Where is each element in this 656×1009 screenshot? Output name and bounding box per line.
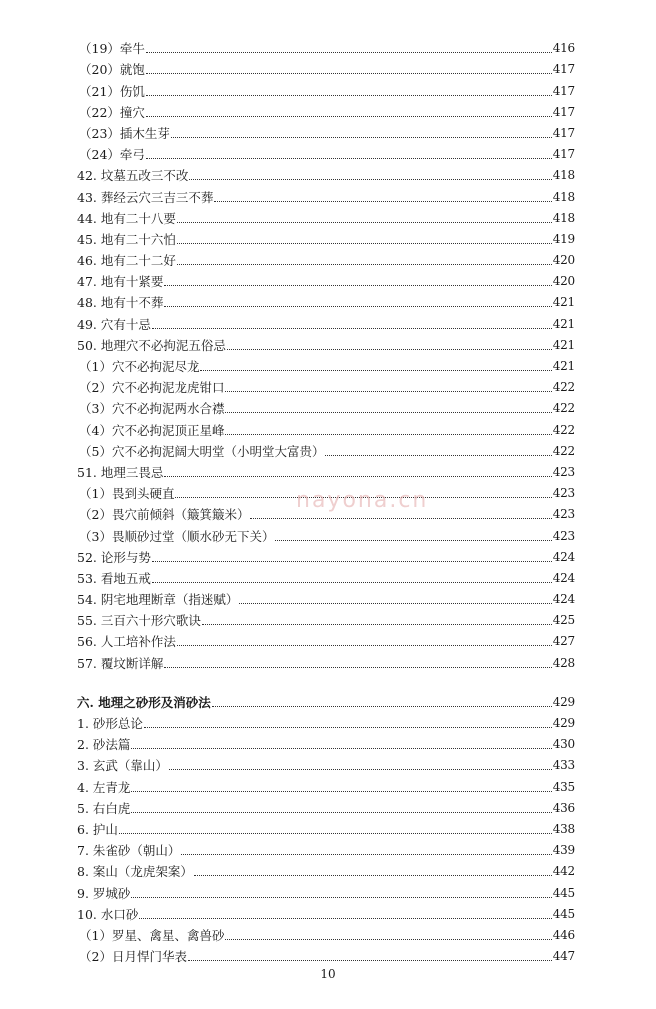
toc-entry-title: 7. 朱雀砂（朝山）	[77, 843, 181, 859]
dot-leader	[188, 960, 552, 961]
toc-entry-page: 417	[552, 62, 575, 77]
toc-entry-title: （1）畏到头硬直	[79, 486, 175, 502]
toc-entry[interactable]	[77, 773, 575, 794]
toc-entry-title: 52. 论形与势	[77, 549, 151, 565]
toc-entry-page: 422	[552, 443, 575, 458]
toc-entry-title: （1）穴不必拘泥尽龙	[79, 359, 200, 374]
dot-leader	[225, 939, 551, 940]
toc-entry-title: （5）穴不必拘泥阔大明堂（小明堂大富贵）	[79, 443, 325, 459]
toc-entry[interactable]	[77, 353, 575, 374]
dot-leader	[227, 349, 552, 350]
toc-entry-title: 57. 覆坟断详解	[77, 655, 164, 671]
toc-entry[interactable]	[77, 310, 575, 331]
toc-entry-page: 433	[552, 758, 575, 773]
toc-entry[interactable]	[77, 77, 575, 98]
dot-leader	[146, 52, 552, 53]
toc-entry-page: 423	[552, 464, 575, 479]
toc-entry[interactable]	[77, 416, 575, 437]
toc-entry[interactable]	[77, 731, 575, 752]
toc-entry-title: 50. 地理穴不必拘泥五俗忌	[77, 337, 226, 353]
toc-entry-title: 43. 葬经云穴三吉三不葬	[77, 189, 214, 205]
toc-entry-page: 446	[552, 927, 575, 942]
toc-entry-page: 417	[552, 104, 575, 119]
toc-entry-page: 430	[552, 737, 575, 752]
toc-entry[interactable]	[77, 268, 575, 289]
dot-leader	[177, 243, 552, 244]
toc-entry-title: 1. 砂形总论	[77, 716, 143, 731]
toc-entry-title: （3）穴不必拘泥两水合襟	[79, 401, 225, 417]
dot-leader	[131, 791, 551, 792]
toc-entry-page: 427	[552, 634, 575, 649]
dot-leader	[131, 897, 551, 898]
toc-entry-page: 423	[552, 528, 575, 543]
dot-leader	[164, 306, 551, 307]
toc-entry-title: （23）插木生芽	[79, 125, 170, 141]
toc-entry-page: 429	[552, 716, 575, 730]
toc-entry-page: 418	[552, 189, 575, 204]
toc-entry-page: 428	[552, 655, 575, 670]
toc-entry-title: 3. 玄武（靠山）	[77, 758, 168, 774]
dot-leader	[225, 391, 551, 392]
dot-leader	[146, 95, 552, 96]
toc-entry-page: 421	[552, 316, 575, 331]
dot-leader	[171, 137, 552, 138]
toc-entry-page: 435	[552, 779, 575, 794]
dot-leader	[144, 727, 552, 728]
toc-entry-title: 54. 阴宅地理断章（指迷赋）	[77, 592, 239, 608]
dot-leader	[131, 748, 551, 749]
toc-entry-title: （1）罗星、禽星、禽兽砂	[79, 927, 225, 943]
toc-entry-page: 422	[552, 401, 575, 416]
toc-entry-title: 10. 水口砂	[77, 906, 139, 922]
toc-entry[interactable]	[77, 879, 575, 900]
toc-entry-title: （3）畏顺砂过堂（顺水砂无下关）	[79, 528, 275, 544]
toc-entry-title: 4. 左青龙	[77, 779, 131, 795]
toc-entry-title: 9. 罗城砂	[77, 885, 131, 901]
toc-entry-title: 56. 人工培补作法	[77, 634, 176, 650]
dot-leader	[152, 328, 552, 329]
toc-entry[interactable]	[77, 607, 575, 628]
toc-entry-page: 424	[552, 549, 575, 564]
dot-leader	[177, 645, 552, 646]
toc-entry-page: 420	[552, 253, 575, 268]
dot-leader	[146, 116, 552, 117]
toc-entry[interactable]	[77, 35, 575, 56]
page-number: 10	[320, 967, 336, 981]
dot-leader	[181, 854, 551, 855]
toc-entry[interactable]	[77, 522, 575, 543]
toc-entry-page: 422	[552, 422, 575, 437]
toc-entry[interactable]	[77, 544, 575, 565]
toc-entry[interactable]	[77, 183, 575, 204]
toc-entry-title: 6. 护山	[77, 821, 118, 837]
dot-leader	[212, 706, 552, 707]
dot-leader	[202, 624, 552, 625]
toc-entry-title: （19）牵牛	[79, 41, 145, 57]
toc-entry-page: 420	[552, 274, 575, 289]
toc-entry[interactable]	[77, 565, 575, 586]
watermark: nayona.cn	[296, 488, 429, 513]
dot-leader	[275, 540, 551, 541]
toc-entry-title: 47. 地有十紧要	[77, 274, 164, 290]
toc-entry[interactable]	[77, 710, 575, 731]
toc-entry-page: 418	[552, 210, 575, 225]
dot-leader	[119, 833, 552, 834]
toc-entry[interactable]	[77, 99, 575, 120]
dot-leader	[139, 918, 551, 919]
toc-entry-page: 418	[552, 168, 575, 183]
toc-entry-page: 419	[552, 231, 575, 246]
dot-leader	[164, 667, 551, 668]
toc-entry-page: 416	[552, 41, 575, 56]
toc-entry[interactable]	[77, 247, 575, 268]
toc-entry-page: 424	[552, 592, 575, 607]
dot-leader	[146, 73, 552, 74]
toc-entry-page: 423	[552, 507, 575, 522]
toc-entry-page: 421	[552, 359, 575, 373]
toc-entry-page: 429	[552, 694, 575, 709]
toc-entry-page: 445	[552, 885, 575, 900]
toc-entry-title: 49. 穴有十忌	[77, 316, 151, 332]
toc-entry[interactable]	[77, 795, 575, 816]
dot-leader	[189, 179, 551, 180]
toc-entry-title: 8. 案山（龙虎架案）	[77, 864, 193, 880]
toc-entry[interactable]	[77, 332, 575, 353]
toc-entry[interactable]	[77, 120, 575, 141]
toc-entry-page: 442	[552, 864, 575, 879]
dot-leader	[169, 769, 552, 770]
toc-entry-title: （22）撞穴	[79, 104, 145, 120]
toc-entry-page: 417	[552, 147, 575, 162]
dot-leader	[164, 476, 551, 477]
toc-entry[interactable]	[77, 837, 575, 858]
toc-entry[interactable]	[77, 162, 575, 183]
dot-leader	[225, 412, 551, 413]
toc-entry-page: 421	[552, 337, 575, 352]
dot-leader	[250, 518, 551, 519]
toc-entry-title: （2）日月悍门华表	[79, 949, 187, 965]
toc-entry-page: 445	[552, 906, 575, 921]
toc-entry-title: 42. 坟墓五改三不改	[77, 168, 189, 184]
dot-leader	[239, 603, 551, 604]
toc-entry-title: 5. 右白虎	[77, 800, 131, 816]
dot-leader	[200, 370, 551, 371]
toc-entry-page: 421	[552, 295, 575, 310]
toc-entry-page: 425	[552, 613, 575, 628]
toc-entry-page: 422	[552, 380, 575, 395]
toc-entry[interactable]	[77, 438, 575, 459]
toc-entry-title: （2）穴不必拘泥龙虎钳口	[79, 380, 225, 396]
dot-leader	[164, 285, 551, 286]
dot-leader	[325, 455, 551, 456]
dot-leader	[177, 264, 552, 265]
dot-leader	[152, 582, 552, 583]
toc-entry[interactable]	[77, 141, 575, 162]
toc-entry[interactable]	[77, 289, 575, 310]
toc-entry[interactable]	[77, 649, 575, 670]
toc-entry-title: 六. 地理之砂形及消砂法	[77, 694, 211, 710]
toc-entry-title: （20）就饱	[79, 62, 145, 78]
toc-entry-page: 447	[552, 949, 575, 964]
toc-entry-title: 53. 看地五戒	[77, 570, 151, 586]
dot-leader	[177, 222, 552, 223]
toc-entry[interactable]	[77, 56, 575, 77]
toc-entry[interactable]	[77, 943, 575, 964]
toc-entry[interactable]	[77, 816, 575, 837]
dot-leader	[131, 812, 551, 813]
toc-entry[interactable]	[77, 752, 575, 773]
toc-entry[interactable]	[77, 226, 575, 247]
toc-entry-title: （24）牵弓	[79, 147, 145, 163]
toc-entry-title: 44. 地有二十八要	[77, 210, 176, 226]
toc-entry[interactable]	[77, 586, 575, 607]
toc-entry[interactable]	[77, 628, 575, 649]
toc-entry-title: 51. 地理三畏忌	[77, 464, 164, 480]
toc-entry-title: （4）穴不必拘泥顶正星峰	[79, 422, 225, 438]
toc-entry[interactable]	[77, 395, 575, 416]
dot-leader	[194, 875, 552, 876]
toc-entry-page: 438	[552, 821, 575, 836]
toc-entry[interactable]	[77, 205, 575, 226]
toc-entry-title: 2. 砂法篇	[77, 737, 131, 753]
toc-entry-title: （21）伤饥	[79, 83, 145, 99]
toc-entry[interactable]	[77, 459, 575, 480]
toc-entry-title: （2）畏穴前倾斜（簸箕簸米）	[79, 507, 250, 523]
section-gap	[77, 671, 575, 689]
toc-entry[interactable]	[77, 922, 575, 943]
toc-section-heading[interactable]	[77, 689, 575, 710]
dot-leader	[152, 561, 552, 562]
toc-entry-title: 46. 地有二十二好	[77, 253, 176, 269]
toc-entry-page: 417	[552, 83, 575, 98]
toc-entry[interactable]	[77, 901, 575, 922]
toc-entry-page: 417	[552, 125, 575, 140]
toc-entry-title: 45. 地有二十六怕	[77, 231, 176, 247]
toc-entry-title: 55. 三百六十形穴歌诀	[77, 613, 201, 629]
dot-leader	[214, 201, 551, 202]
toc-entry-page: 424	[552, 570, 575, 585]
toc-entry-page: 423	[552, 486, 575, 501]
toc-entry-title: 48. 地有十不葬	[77, 295, 164, 311]
toc-entry[interactable]	[77, 374, 575, 395]
dot-leader	[146, 158, 552, 159]
dot-leader	[225, 434, 551, 435]
toc-entry[interactable]	[77, 858, 575, 879]
toc-entry-page: 436	[552, 800, 575, 815]
toc-entry-page: 439	[552, 843, 575, 858]
